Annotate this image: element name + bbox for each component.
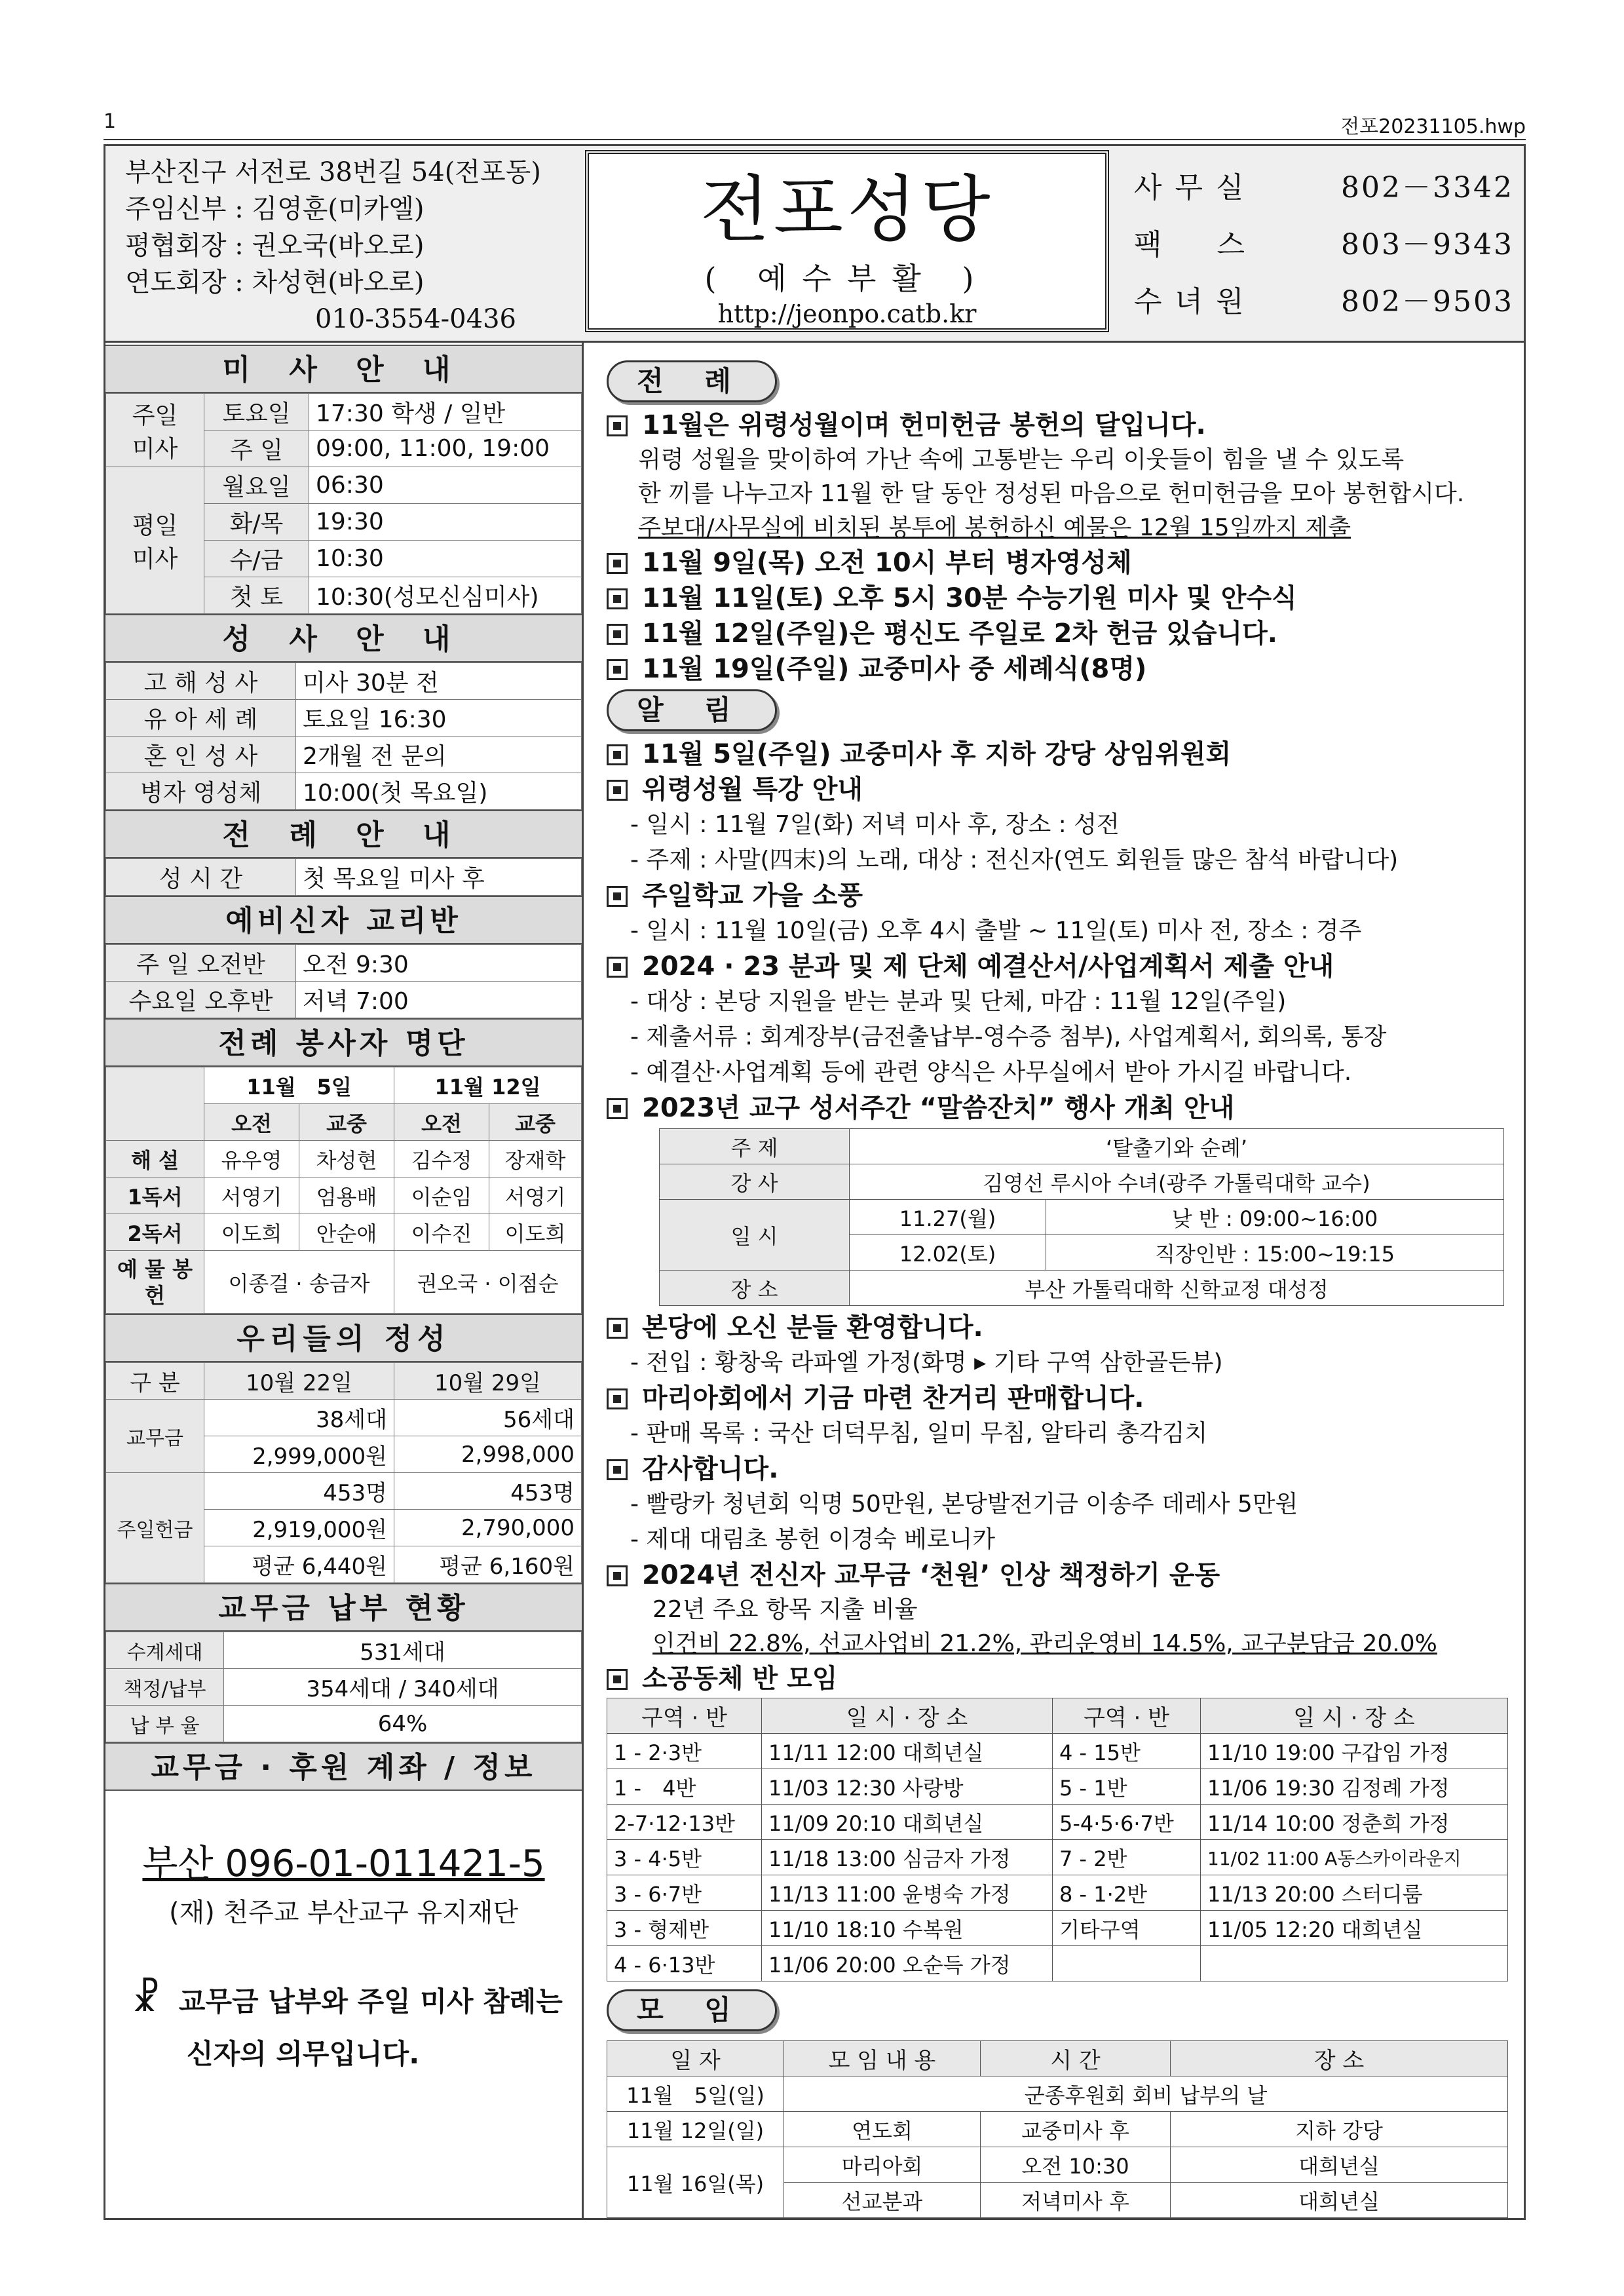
table-row: 납 부 율 64% bbox=[106, 1706, 582, 1742]
bank-organization: (재) 천주교 부산교구 유지재단 bbox=[168, 1898, 519, 1928]
bullet-icon bbox=[607, 624, 628, 645]
table-row: 3 - 4·5반 11/18 13:00 심금자 가정 7 - 2반 11/02 11:00 A동스카이라운지 bbox=[607, 1840, 1508, 1875]
bullet-icon bbox=[607, 780, 628, 801]
bullet-icon bbox=[607, 553, 628, 574]
notice-item: 2023년 교구 성서주간 “말씀잔치” 행사 개최 안내 bbox=[607, 1090, 1509, 1126]
notice-item: 소공동체 반 모임 bbox=[607, 1661, 1509, 1696]
header bbox=[105, 146, 1524, 343]
duty-notice: ☧ 교무금 납부와 주일 미사 참례는 신자의 의무입니다. bbox=[132, 1978, 563, 2070]
bank-info bbox=[105, 1791, 582, 1934]
bank-account: 부산 096-01-011421-5 bbox=[142, 1843, 545, 1885]
tithe-status-table bbox=[105, 1632, 582, 1742]
table-row: 수계세대 531세대 bbox=[106, 1632, 582, 1669]
page-number: 1 bbox=[104, 110, 117, 133]
liturgy-item: 11월 12일(주일)은 평신도 주일로 2차 헌금 있습니다. bbox=[607, 616, 1509, 651]
notice-item: 11월 5일(주일) 교중미사 후 지하 강당 상임위원회 bbox=[607, 737, 1509, 772]
parish-info bbox=[125, 154, 636, 337]
bullet-icon bbox=[607, 588, 628, 609]
parish-title: 전포성당 bbox=[700, 168, 994, 252]
top-rule bbox=[104, 139, 1526, 140]
bible-week-table: 주 제 ‘탈출기와 순례’ 강 사 김영선 루시아 수녀(광주 가톨릭대학 교수) 일 시 11.27(월) 낮 반 : 09:00~16:00 12.02(토) 직장인반 : 15:00~19:15 장 소 부산 가톨릭대학 신학교정 대성정 bbox=[659, 1128, 1504, 1306]
tithe-status-title: 교무금 납부 현황 bbox=[105, 1583, 582, 1632]
small-groups-table: 구역 · 반 일 시 · 장 소 구역 · 반 일 시 · 장 소 1 - 2·3반 11/11 12:00 대희년실 4 - 15반 11/10 19:00 구갑임 가정 1 - 4반 11/03 12:30 사랑방 5 - 1반 11/06 19:30 김정례 가정 2-7·12·13반 11/09 20:10 대희년실 5-4·5·6·7반 11/14 10:00 정춘희 가정 3 - 4·5반 11/18 13:00 심금자 가정 7 - 2반 11/02 11:00 A동스카이라운지 3 - 6·7반 11/13 11:00 윤병숙 가정 8 - 1·2반 11/13 20:00 스터디룸 3 - 형제반 11/10 18:10 수복원 기타구역 11/05 12:20 대희년실 4 - 6·13반 11/06 20:00 오순득 가정 bbox=[607, 1698, 1508, 1981]
notices-pill: 알 림 bbox=[607, 689, 777, 731]
catechumen-table: 주 일 오전반 오전 9:30 수요일 오후반 저녁 7:00 bbox=[105, 944, 582, 1018]
bulletin-frame bbox=[104, 144, 1526, 2220]
bullet-icon bbox=[607, 1459, 628, 1480]
bullet-icon bbox=[607, 415, 628, 436]
table-row: 11월 5일(일) 군종후원회 회비 납부의 날 bbox=[607, 2076, 1508, 2112]
parish-subtitle: ( 예수부활 ) bbox=[704, 261, 990, 296]
table-row: 3 - 6·7반 11/13 11:00 윤병숙 가정 8 - 1·2반 11/13 20:00 스터디룸 bbox=[607, 1875, 1508, 1911]
table-row: 유 아 세 례 토요일 16:30 bbox=[106, 700, 582, 737]
sunday-mass-label: 주일 미사 bbox=[106, 394, 204, 467]
table-row: 2독서 이도희 안순애 이수진 이도희 bbox=[106, 1214, 582, 1251]
table-row: 11월 16일(목) 마리아회 오전 10:30 대희년실 bbox=[607, 2147, 1508, 2183]
parish-url[interactable]: http://jeonpo.catb.kr bbox=[717, 299, 977, 328]
bullet-icon bbox=[607, 1565, 628, 1586]
devotion-title: 우리들의 정성 bbox=[105, 1314, 582, 1362]
notice-item: 본당에 오신 분들 환영합니다. bbox=[607, 1310, 1509, 1345]
mass-table: 주일 미사 토요일 17:30 학생 / 일반 주 일 09:00, 11:00, 19:00 평일 미사 월요일 06:30 화/목 19:30 수/금 10:30 첫 토 10:30(성모신심미사) bbox=[105, 393, 582, 614]
table-row: 책정/납부 354세대 / 340세대 bbox=[106, 1669, 582, 1706]
address: 부산진구 서전로 38번길 54(전포동) bbox=[125, 157, 541, 187]
pastor: 주임신부 : 김영훈(미카엘) bbox=[125, 194, 425, 224]
table-row: 해 설 유우영 차성현 김수정 장재학 bbox=[106, 1141, 582, 1177]
table-row: 3 - 형제반 11/10 18:10 수복원 기타구역 11/05 12:20 대희년실 bbox=[607, 1911, 1508, 1946]
contact-fax: 팩 스 803－9343 bbox=[1134, 228, 1514, 261]
council-president: 평협회장 : 권오국(바오로) bbox=[125, 231, 425, 261]
file-name: 전포20231105.hwp bbox=[1340, 115, 1526, 138]
servers-title: 전례 봉사자 명단 bbox=[105, 1018, 582, 1067]
table-row: 선교분과 저녁미사 후 대희년실 bbox=[607, 2183, 1508, 2218]
table-row: 병자 영성체 10:00(첫 목요일) bbox=[106, 773, 582, 810]
table-row: 4 - 6·13반 11/06 20:00 오순득 가정 bbox=[607, 1946, 1508, 1981]
meetings-pill: 모 임 bbox=[607, 1989, 777, 2031]
meetings-table: 일 자 모 임 내 용 시 간 장 소 11월 5일(일) 군종후원회 회비 납부의 날 11월 12일(일) 연도회 교중미사 후 지하 강당 11월 16일(목) 마리아회 오전 10:30 대희년실 선교분과 저녁미사 후 대희년실 bbox=[607, 2040, 1508, 2218]
bullet-icon bbox=[607, 1098, 628, 1119]
liturgy-info-table: 성 시 간 첫 목요일 미사 후 bbox=[105, 858, 582, 896]
right-column: 전 례 11월은 위령성월이며 헌미헌금 봉헌의 달입니다. 위령 성월을 맞이하여 가난 속에 고통받는 우리 이웃들이 힘을 낼 수 있도록 한 끼를 나누고자 11월 한 달 동안 정성된 마음으로 헌미헌금을 모아 봉헌합시다. 주보대/사무실에 비치된 봉투에 봉헌하신 예물은 12월 15일까지 제출 11월 9일(목) 오전 10시 부터 병자영성체 11월 11일(토) 오후 5시 30분 수능기원 미사 및 안수식 11월 12일(주일)은 평신도 주일로 2차 헌금 있습니다. 11월 19일(주일) 교중미사 중 세례식(8명) 알 림 11월 5일(주일) 교중미사 후 지하 강당 상임위원회 위령성월 특강 안내 - 일시 : 11월 7일(화) 저녁 미사 후, 장소 : 성전 - 주제 : 사말(四末)의 노래, 대상 : 전신자(연도 회원들 많은 참석 바랍니다) 주일학교 가을 소풍 - 일시 : 11월 10일(금) 오후 4시 출발 ~ 11일(토) 미사 전, 장소 : 경주 2024 · 23 분과 및 제 단체 예결산서/사업계획서 제출 안내 - 대상 : 본당 지원을 받는 분과 및 단체, 마감 : 11월 12일(주일) - 제출서류 : 회계장부(금전출납부-영수증 첨부), 사업계획서, 회의록, 통장 - 예결산·사업계획 등에 관련 양식은 사무실에서 받아 가시길 바랍니다. 2023년 교구 성서주간 “말씀잔치” 행사 개최 안내 주 제 ‘탈출기와 순례’ 강 사 김영선 루시아 수녀(광주 가톨릭대학 교수) 일 시 11.27(월) 낮 반 : 09:00~16:00 12.02(토) 직장인반 : 15:00~19:15 장 소 부산 가톨릭대학 신학교정 대성정 본당에 오신 분들 환영합니다. - 전입 : 황창욱 라파엘 가정(화명 ▸ 기타 구역 삼한골든뷰) 마리아회에서 기금 마련 찬거리 판매합니다. - 판매 목록 : 국산 더덕무침, 일미 무침, 알타리 총각김치 감사합니다. - 빨랑카 청년회 익명 50만원, 본당발전기금 이송주 데레사 5만원 - 제대 대림초 봉헌 이경숙 베로니카 2024년 전신자 교무금 ‘천원’ 인상 책정하기 운동 22년 주요 항목 지출 비율 인건비 22.8%, 선교사업비 21.2%, 관리운영비 14.5%, 교구분담금 20.0% 소공동체 반 모임 구역 · 반 일 시 · 장 소 구역 · 반 일 시 · 장 소 1 - 2·3반 11/11 12:00 대희년실 4 - 15반 11/10 19:00 구갑임 가정 1 - 4반 11/03 12:30 사랑방 5 - 1반 11/06 19:30 김정례 가정 2-7·12·13반 11/09 20:10 대희년실 5-4·5·6·7반 11/14 10:00 정춘희 가정 3 - 4·5반 11/18 13:00 심금자 가정 7 - 2반 11/02 11:00 A동스카이라운지 3 - 6·7반 11/13 11:00 윤병숙 가정 8 - 1·2반 11/13 20:00 스터디룸 3 - 형제반 11/10 18:10 수복원 기타구역 11/05 12:20 대희년실 4 - 6·13반 11/06 20:00 오순득 가정 모 임 일 자 모 임 내 용 시 간 장 소 11월 5일(일) 군종후원회 회비 납부의 날 11월 12일(일) 연도회 교중미사 후 지하 강당 11월 16일(목) 마리아회 오전 10:30 대희년실 선교분과 저녁미사 후 대희년실 bbox=[584, 345, 1524, 2218]
servers-table: 11월 5일 11월 12일 오전 교중 오전 교중 해 설 유우영 차성현 김수정 장재학 1독서 서영기 엄용배 이순임 서영기 2독서 이도희 안순애 이수진 이도희 예 물 봉 헌 이종걸 · 송금자 권오국 · 이점순 bbox=[105, 1067, 582, 1314]
notice-item: 마리아회에서 기금 마련 찬거리 판매합니다. bbox=[607, 1381, 1509, 1416]
liturgy-info-title: 전 례 안 내 bbox=[105, 810, 582, 858]
bullet-icon bbox=[607, 1318, 628, 1339]
title-box bbox=[585, 150, 1109, 332]
liturgy-item: 11월 19일(주일) 교중미사 중 세례식(8명) bbox=[607, 651, 1509, 687]
liturgy-item: 11월 9일(목) 오전 10시 부터 병자영성체 bbox=[607, 545, 1509, 581]
weekday-mass-label: 평일 미사 bbox=[106, 467, 204, 614]
liturgy-item: 11월 11일(토) 오후 5시 30분 수능기원 미사 및 안수식 bbox=[607, 581, 1509, 616]
notice-item: 감사합니다. bbox=[607, 1451, 1509, 1487]
bullet-icon bbox=[607, 1669, 628, 1690]
yeondo-president: 연도회장 : 차성현(바오로) bbox=[125, 267, 425, 297]
mass-title: 미 사 안 내 bbox=[105, 345, 582, 393]
notice-item: 위령성월 특강 안내 bbox=[607, 772, 1509, 807]
table-row: 1 - 4반 11/03 12:30 사랑방 5 - 1반 11/06 19:30 김정례 가정 bbox=[607, 1769, 1508, 1805]
table-row: 2-7·12·13반 11/09 20:10 대희년실 5-4·5·6·7반 11/14 10:00 정춘희 가정 bbox=[607, 1805, 1508, 1840]
contacts bbox=[1134, 159, 1514, 330]
sacrament-title: 성 사 안 내 bbox=[105, 614, 582, 662]
chi-rho-icon: ☧ bbox=[132, 1978, 161, 2020]
devotion-table: 구 분 10월 22일 10월 29일 교무금 38세대 56세대 2,999,000원 2,998,000 주일헌금 453명 453명 2,919,000원 2,790,000 평균 6,440원 평균 6,160원 bbox=[105, 1362, 582, 1583]
phone: 010-3554-0436 bbox=[315, 304, 516, 334]
table-row: 11월 12일(일) 연도회 교중미사 후 지하 강당 bbox=[607, 2112, 1508, 2147]
notice-item: 주일학교 가을 소풍 bbox=[607, 878, 1509, 913]
contact-office: 사무실 802－3342 bbox=[1134, 171, 1514, 204]
table-row: 혼 인 성 사 2개월 전 문의 bbox=[106, 737, 582, 773]
liturgy-pill: 전 례 bbox=[607, 360, 777, 402]
table-row: 예 물 봉 헌 이종걸 · 송금자 권오국 · 이점순 bbox=[106, 1251, 582, 1314]
bullet-icon bbox=[607, 659, 628, 680]
sacrament-table bbox=[105, 662, 582, 810]
bank-title: 교무금 · 후원 계좌 / 정보 bbox=[105, 1742, 582, 1791]
bullet-icon bbox=[607, 957, 628, 978]
table-row: 고 해 성 사 미사 30분 전 bbox=[106, 663, 582, 700]
table-row: 1독서 서영기 엄용배 이순임 서영기 bbox=[106, 1177, 582, 1214]
notice-item: 2024 · 23 분과 및 제 단체 예결산서/사업계획서 제출 안내 bbox=[607, 949, 1509, 984]
bullet-icon bbox=[607, 744, 628, 765]
table-row: 1 - 2·3반 11/11 12:00 대희년실 4 - 15반 11/10 19:00 구갑임 가정 bbox=[607, 1734, 1508, 1769]
catechumen-title: 예비신자 교리반 bbox=[105, 896, 582, 944]
contact-convent: 수녀원 802－9503 bbox=[1134, 285, 1514, 318]
bullet-icon bbox=[607, 1388, 628, 1409]
liturgy-item: 11월은 위령성월이며 헌미헌금 봉헌의 달입니다. bbox=[607, 408, 1509, 443]
left-column bbox=[105, 345, 582, 2080]
bullet-icon bbox=[607, 886, 628, 907]
notice-item: 2024년 전신자 교무금 ‘천원’ 인상 책정하기 운동 bbox=[607, 1558, 1509, 1593]
